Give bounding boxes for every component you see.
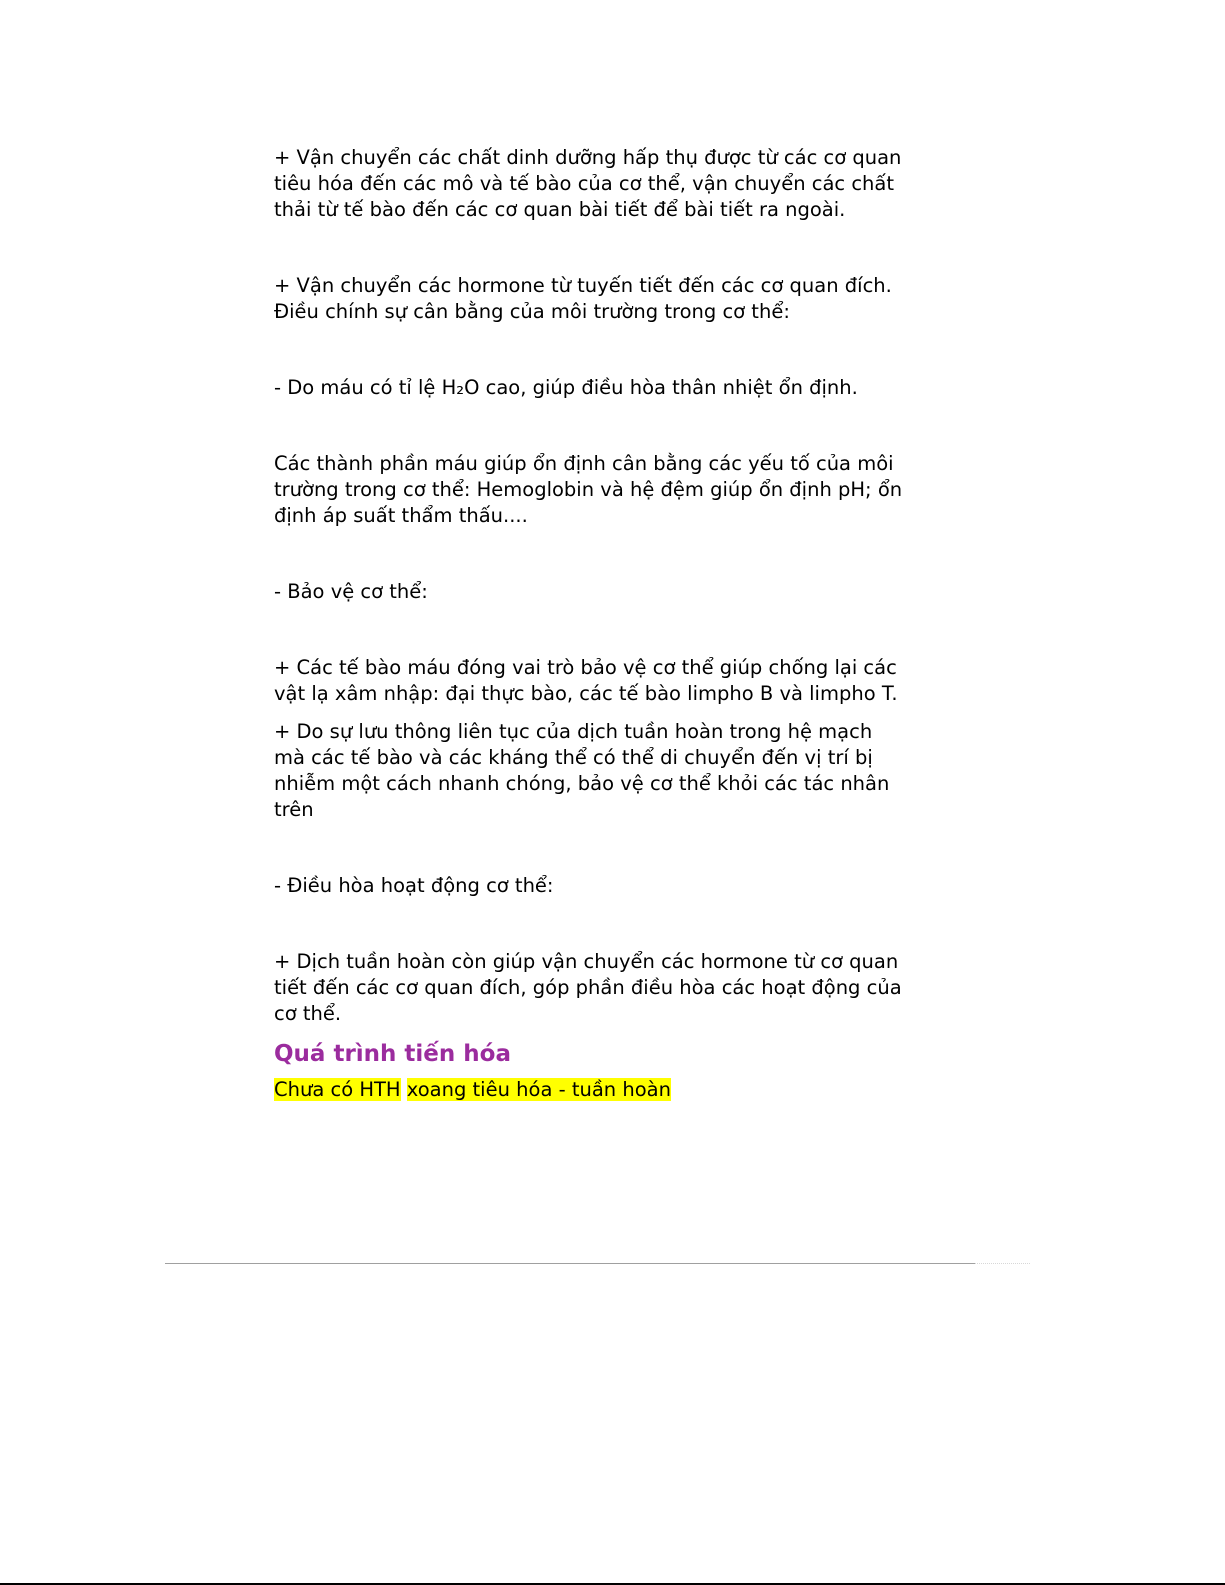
paragraph-hormone-transport: + Vận chuyển các hormone từ tuyến tiết đến các cơ quan đích. Điều chính sự cân bằng của môi trường trong cơ thể:	[274, 274, 892, 323]
highlight-no-circulatory-system: Chưa có HTH	[274, 1078, 401, 1101]
paragraph-nutrient-transport: + Vận chuyển các chất dinh dưỡng hấp thụ được từ các cơ quan tiêu hóa đến các mô và tế bào của cơ thể, vận chuyển các chất thải từ tế bào đến các cơ quan bài tiết để bài tiết ra ngoài.	[274, 146, 902, 221]
paragraph-circulation-defense: + Do sự lưu thông liên tục của dịch tuần hoàn trong hệ mạch mà các tế bào và các kháng thể có thể di chuyển đến vị trí bị nhiễm một cách nhanh chóng, bảo vệ cơ thể khỏi các tác nhân trên	[274, 720, 890, 821]
paragraph-blood-cells-defense: + Các tế bào máu đóng vai trò bảo vệ cơ thể giúp chống lại các vật lạ xâm nhập: đại thực bào, các tế bào limpho B và limpho T.	[274, 656, 898, 705]
paragraph-hormone-regulation: + Dịch tuần hoàn còn giúp vận chuyển các hormone từ cơ quan tiết đến các cơ quan đích, góp phần điều hòa các hoạt động của cơ thể.	[274, 950, 902, 1025]
paragraph-thermoregulation: - Do máu có tỉ lệ H₂O cao, giúp điều hòa thân nhiệt ổn định.	[274, 376, 858, 399]
paragraph-protection-heading: - Bảo vệ cơ thể:	[274, 580, 428, 603]
page-divider	[165, 1263, 975, 1264]
document-body	[274, 145, 964, 1103]
paragraph-regulation-heading: - Điều hòa hoạt động cơ thể:	[274, 874, 554, 897]
highlight-gastrovascular-cavity: xoang tiêu hóa - tuần hoàn	[406, 1078, 671, 1101]
page-divider-tail	[975, 1263, 1030, 1264]
paragraph-homeostasis: Các thành phần máu giúp ổn định cân bằng các yếu tố của môi trường trong cơ thể: Hemoglobin và hệ đệm giúp ổn định pH; ổn định áp suất thẩm thấu....	[274, 452, 903, 527]
section-heading-evolution: Quá trình tiến hóa	[274, 1041, 511, 1067]
highlighted-note	[274, 1077, 964, 1103]
